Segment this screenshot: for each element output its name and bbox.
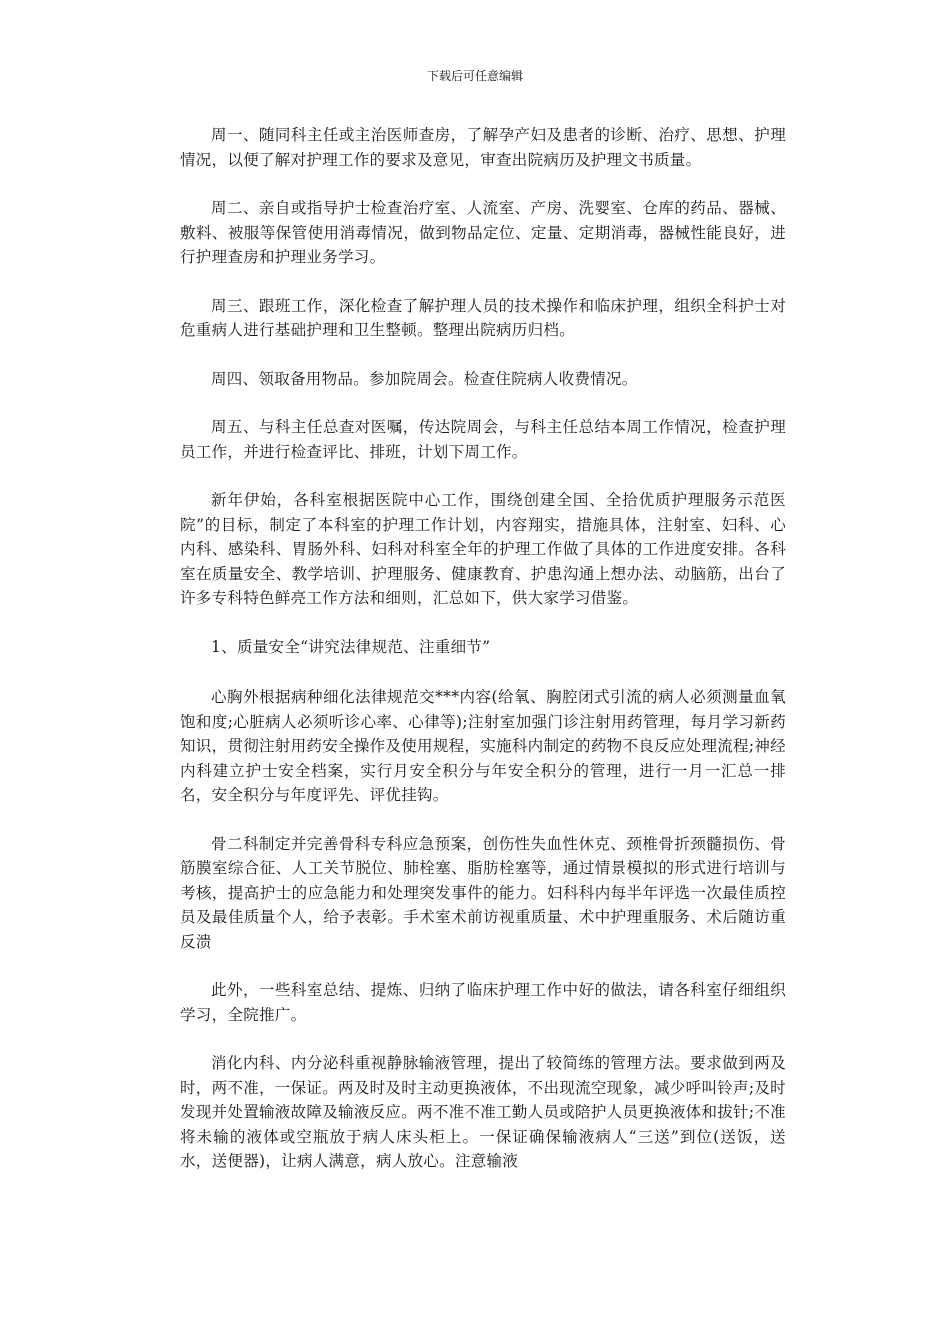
document-body (180, 123, 786, 1198)
paragraph-monday: 周一、随同科主任或主治医师查房，了解孕产妇及患者的诊断、治疗、思想、护理情况，以便了解对护理工作的要求及意见，审查出院病历及护理文书质量。 (180, 126, 786, 169)
section-heading-quality-safety: 1、质量安全“讲究法律规范、注重细节” (211, 637, 491, 656)
paragraph-thursday: 周四、领取备用物品。参加院周会。检查住院病人收费情况。 (211, 369, 638, 388)
paragraph-cardiothoracic: 心胸外根据病种细化法律规范交***内容(给氧、胸腔闭式引流的病人必须测量血氧饱和度;心脏病人必须听诊心率、心律等);注射室加强门诊注射用药管理，每月学习新药知识，贯彻注射用药安全操作及使用规程，实施科内制定的药物不良反应处理流程;神经内科建立护士安全档案，实行月安全积分与年安全积分的管理，进行一月一汇总一排名，安全积分与年度评先、评优挂钩。 (180, 688, 786, 804)
paragraph-wednesday: 周三、跟班工作，深化检查了解护理人员的技术操作和临床护理，组织全科护士对危重病人进行基础护理和卫生整顿。整理出院病历归档。 (180, 296, 786, 339)
paragraph-summary-promotion: 此外，一些科室总结、提炼、归纳了临床护理工作中好的做法，请各科室仔细组织学习，全院推广。 (180, 981, 786, 1024)
paragraph-tuesday: 周二、亲自或指导护士检查治疗室、人流室、产房、洗婴室、仓库的药品、器械、敷料、被服等保管使用消毒情况，做到物品定位、定量、定期消毒，器械性能良好，进行护理查房和护理业务学习。 (180, 199, 786, 266)
paragraph-orthopedics: 骨二科制定并完善骨科专科应急预案，创伤性失血性休克、颈椎骨折颈髓损伤、骨筋膜室综合征、人工关节脱位、肺栓塞、脂肪栓塞等，通过情景模拟的形式进行培训与考核，提高护士的应急能力和处理突发事件的能力。妇科科内每半年评选一次最佳质控员及最佳质量个人，给予表彰。手术室术前访视重质量、术中护理重服务、术后随访重反溃 (180, 834, 786, 951)
paragraph-friday: 周五、与科主任总查对医嘱，传达院周会，与科主任总结本周工作情况，检查护理员工作，并进行检查评比、排班，计划下周工作。 (180, 418, 786, 461)
page-header-notice: 下载后可任意编辑 (426, 69, 523, 83)
paragraph-infusion-management: 消化内科、内分泌科重视静脉输液管理，提出了较简练的管理方法。要求做到两及时，两不准，一保证。两及时及时主动更换液体，不出现流空现象，减少呼叫铃声;及时发现并处置输液故障及输液反应。两不准不准工勤人员或陪护人员更换液体和拔针;不准将未输的液体或空瓶放于病人床头柜上。一保证确保输液病人“三送”到位(送饭，送水，送便器)，让病人满意，病人放心。注意输液 (180, 1054, 786, 1170)
paragraph-new-year-intro: 新年伊始，各科室根据医院中心工作，围绕创建全国、全拾优质护理服务示范医院”的目标，制定了本科室的护理工作计划，内容翔实，措施具体，注射室、妇科、心内科、感染科、胃肠外科、妇科对科室全年的护理工作做了具体的工作进度安排。各科室在质量安全、教学培训、护理服务、健康教育、护患沟通上想办法、动脑筋，出台了许多专科特色鲜亮工作方法和细则，汇总如下，供大家学习借鉴。 (180, 491, 786, 607)
